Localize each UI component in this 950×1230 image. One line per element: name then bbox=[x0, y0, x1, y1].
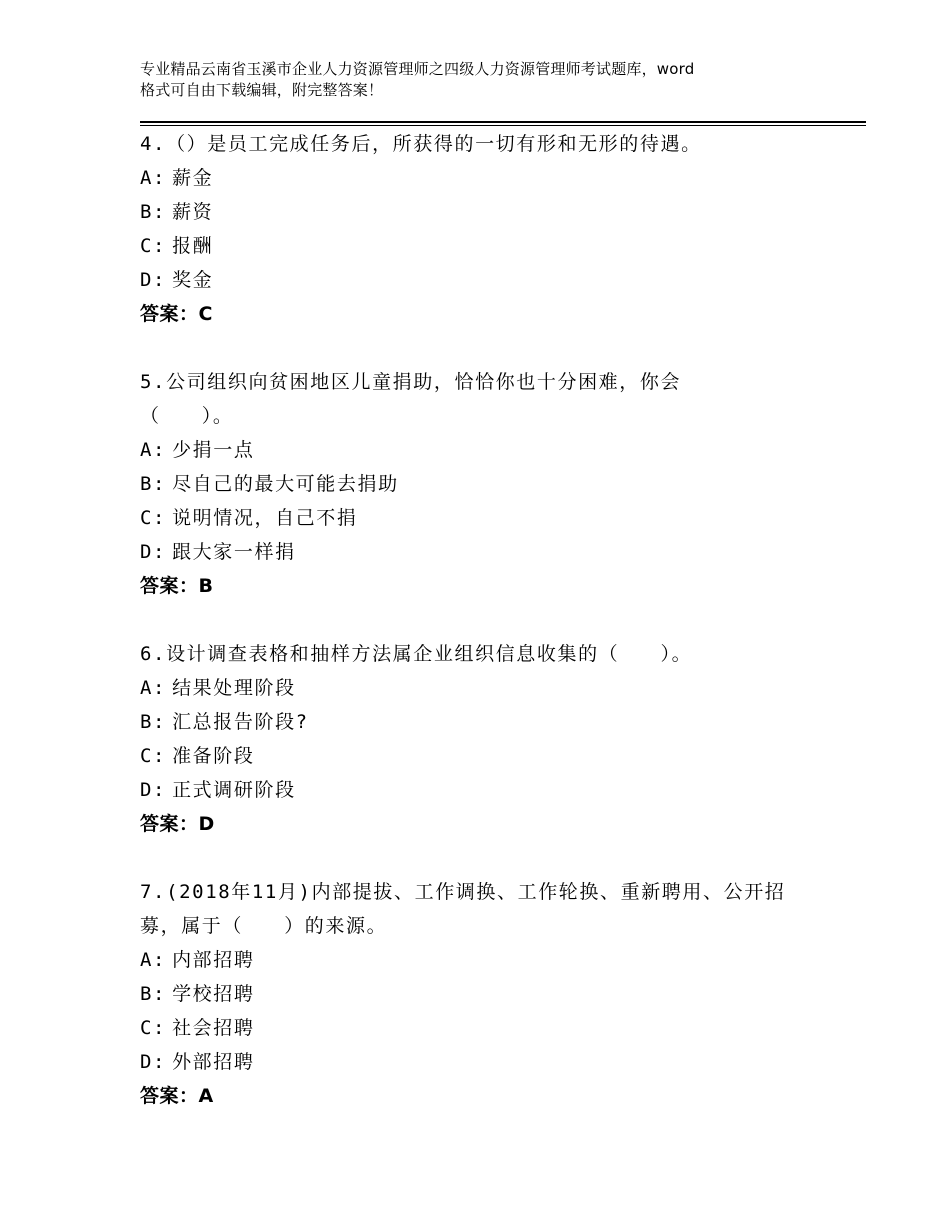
option-key: A: bbox=[140, 949, 167, 971]
option-c bbox=[140, 501, 820, 535]
option-text: 内部招聘 bbox=[172, 949, 255, 971]
header-line-2: 格式可自由下载编辑，附完整答案！ bbox=[140, 81, 384, 99]
option-key: D: bbox=[140, 1051, 167, 1073]
header-divider-thin bbox=[140, 125, 866, 126]
option-b bbox=[140, 705, 820, 739]
question-stem: 4.（）是员工完成任务后，所获得的一切有形和无形的待遇。 bbox=[140, 133, 702, 155]
option-key: A: bbox=[140, 439, 167, 461]
answer-label: 答案：A bbox=[140, 1085, 214, 1107]
question-stem: 6.设计调查表格和抽样方法属企业组织信息收集的（ ）。 bbox=[140, 643, 693, 665]
answer-label: 答案：D bbox=[140, 813, 215, 835]
option-c bbox=[140, 229, 820, 263]
option-text: 准备阶段 bbox=[172, 745, 255, 767]
option-b bbox=[140, 977, 820, 1011]
answer-label: 答案：C bbox=[140, 303, 213, 325]
option-b bbox=[140, 467, 820, 501]
option-d bbox=[140, 773, 820, 807]
option-a bbox=[140, 161, 820, 195]
option-key: C: bbox=[140, 1017, 167, 1039]
option-text: 结果处理阶段 bbox=[172, 677, 296, 699]
header-line-1: 专业精品云南省玉溪市企业人力资源管理师之四级人力资源管理师考试题库，word bbox=[140, 60, 695, 78]
header-divider-thick bbox=[140, 121, 866, 123]
option-key: A: bbox=[140, 677, 167, 699]
option-text: 奖金 bbox=[172, 269, 214, 291]
option-text: 外部招聘 bbox=[172, 1051, 255, 1073]
document-header bbox=[140, 59, 840, 101]
option-a bbox=[140, 671, 820, 705]
option-text: 尽自己的最大可能去捐助 bbox=[172, 473, 399, 495]
question-stem-continued: （ ）。 bbox=[140, 405, 234, 427]
option-a bbox=[140, 943, 820, 977]
option-c bbox=[140, 739, 820, 773]
option-text: 社会招聘 bbox=[172, 1017, 255, 1039]
option-text: 说明情况，自己不捐 bbox=[172, 507, 358, 529]
option-b bbox=[140, 195, 820, 229]
option-text: 正式调研阶段 bbox=[172, 779, 296, 801]
option-c bbox=[140, 1011, 820, 1045]
option-key: B: bbox=[140, 201, 167, 223]
answer-label: 答案：B bbox=[140, 575, 214, 597]
option-key: C: bbox=[140, 235, 167, 257]
option-d bbox=[140, 263, 820, 297]
option-key: D: bbox=[140, 269, 167, 291]
question-stem-continued: 募，属于（ ）的来源。 bbox=[140, 915, 388, 937]
option-key: C: bbox=[140, 507, 167, 529]
option-text: 薪金 bbox=[172, 167, 214, 189]
option-a bbox=[140, 433, 820, 467]
question-4 bbox=[140, 127, 820, 331]
option-text: 汇总报告阶段? bbox=[172, 711, 309, 733]
option-key: D: bbox=[140, 541, 167, 563]
question-stem: 7.(2018年11月)内部提拔、工作调换、工作轮换、重新聘用、公开招 bbox=[140, 881, 786, 903]
option-text: 少捐一点 bbox=[172, 439, 255, 461]
option-key: B: bbox=[140, 473, 167, 495]
option-key: C: bbox=[140, 745, 167, 767]
option-key: B: bbox=[140, 983, 167, 1005]
option-key: B: bbox=[140, 711, 167, 733]
option-text: 学校招聘 bbox=[172, 983, 255, 1005]
option-text: 跟大家一样捐 bbox=[172, 541, 296, 563]
question-5 bbox=[140, 365, 820, 603]
option-text: 薪资 bbox=[172, 201, 214, 223]
question-7 bbox=[140, 875, 820, 1113]
option-text: 报酬 bbox=[172, 235, 214, 257]
question-6 bbox=[140, 637, 820, 841]
option-key: D: bbox=[140, 779, 167, 801]
option-d bbox=[140, 1045, 820, 1079]
question-list bbox=[140, 127, 820, 1147]
question-stem: 5.公司组织向贫困地区儿童捐助，恰恰你也十分困难，你会 bbox=[140, 371, 682, 393]
option-key: A: bbox=[140, 167, 167, 189]
option-d bbox=[140, 535, 820, 569]
